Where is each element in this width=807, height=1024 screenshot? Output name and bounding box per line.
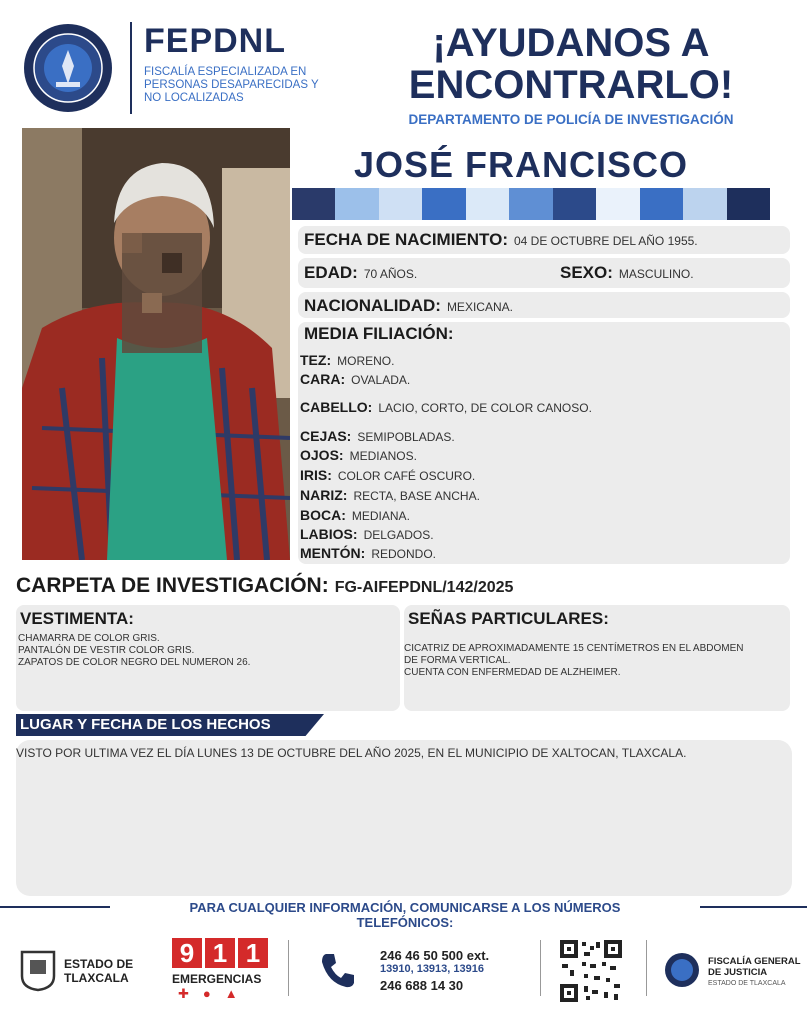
feature-label: TEZ:: [300, 352, 332, 368]
feature-row: [300, 371, 410, 387]
feature-label: OJOS:: [300, 447, 344, 463]
missing-person-photo: [22, 128, 290, 560]
feature-row: [300, 545, 436, 561]
feature-value: MORENO.: [337, 354, 395, 368]
feature-value: REDONDO.: [371, 547, 436, 561]
marks-item: CUENTA CON ENFERMEDAD DE ALZHEIMER.: [404, 667, 621, 678]
feature-value: OVALADA.: [351, 373, 411, 387]
headline-line-1: ¡AYUDANOS A: [432, 21, 710, 65]
feature-row: [300, 507, 410, 523]
separator: [288, 940, 289, 996]
org-acronym: FEPDNL: [144, 22, 286, 60]
fgj-label-line: ESTADO DE TLAXCALA: [708, 980, 786, 987]
feature-label: LABIOS:: [300, 526, 358, 542]
feature-value: DELGADOS.: [363, 528, 434, 542]
feature-value: LACIO, CORTO, DE COLOR CANOSO.: [378, 401, 592, 415]
sex-field: [560, 263, 694, 283]
phone-1: 246 46 50 500 ext.: [380, 948, 490, 963]
case-label: CARPETA DE INVESTIGACIÓN:: [16, 574, 329, 597]
separator: [540, 940, 541, 996]
person-name: JOSÉ FRANCISCO: [354, 144, 689, 185]
info-text: [110, 900, 700, 930]
emergency-911-logo: [172, 938, 268, 1002]
feature-label: MENTÓN:: [300, 545, 366, 561]
marks-list: [404, 643, 744, 679]
state-label-line: ESTADO DE: [64, 957, 134, 971]
events-box: [16, 740, 792, 896]
feature-row: [300, 352, 394, 368]
org-name-line: PERSONAS DESAPARECIDAS Y: [144, 79, 319, 91]
censored-surname: [292, 188, 770, 220]
marks-item: CICATRIZ DE APROXIMADAMENTE 15 CENTÍMETROS EN EL ABDOMEN: [404, 643, 744, 654]
nationality-value: MEXICANA.: [446, 300, 513, 314]
feature-value: MEDIANA.: [351, 509, 410, 523]
department-subtitle: DEPARTAMENTO DE POLICÍA DE INVESTIGACIÓN: [408, 112, 734, 127]
phone-extensions: 13910, 13913, 13916: [380, 963, 484, 975]
feature-value: COLOR CAFÉ OSCURO.: [337, 469, 476, 483]
org-name-line: NO LOCALIZADAS: [144, 92, 244, 104]
fgj-footer-label: [708, 956, 801, 989]
state-label: [64, 957, 133, 985]
org-name: [144, 66, 319, 105]
nationality-field: [304, 296, 513, 316]
age-label: EDAD:: [304, 263, 358, 282]
emergency-icons: ✚●▲: [178, 986, 252, 1001]
filiation-title: MEDIA FILIACIÓN:: [304, 324, 454, 343]
feature-label: CABELLO:: [300, 399, 373, 415]
feature-row: [300, 467, 475, 483]
info-line-2: TELEFÓNICOS:: [356, 915, 454, 930]
clothing-list: [18, 633, 250, 669]
feature-row: [300, 447, 417, 463]
feature-label: IRIS:: [300, 467, 332, 483]
case-number-field: [16, 574, 513, 598]
fgj-label-line: FISCALÍA GENERAL: [708, 956, 801, 967]
age-value: 70 AÑOS.: [363, 267, 418, 281]
events-text: VISTO POR ULTIMA VEZ EL DÍA LUNES 13 DE OCTUBRE DEL AÑO 2025, EN EL MUNICIPIO DE XALTOCAN, TLAXCALA.: [16, 746, 687, 760]
feature-label: NARIZ:: [300, 487, 348, 503]
feature-row: [300, 428, 455, 444]
sex-value: MASCULINO.: [618, 267, 694, 281]
feature-label: BOCA:: [300, 507, 346, 523]
headline: [356, 22, 786, 106]
age-field: [304, 263, 417, 283]
clothing-item: CHAMARRA DE COLOR GRIS.: [18, 633, 160, 644]
nationality-label: NACIONALIDAD:: [304, 296, 441, 315]
sex-label: SEXO:: [560, 263, 613, 282]
clothing-item: PANTALÓN DE VESTIR COLOR GRIS.: [18, 645, 195, 656]
tlaxcala-coat-of-arms: [18, 948, 58, 992]
feature-row: [300, 526, 434, 542]
case-number: FG-AIFEPDNL/142/2025: [334, 579, 514, 596]
marks-item: DE FORMA VERTICAL.: [404, 655, 511, 666]
emergency-label: EMERGENCIAS: [172, 972, 262, 986]
separator: [646, 940, 647, 996]
feature-row: [300, 399, 592, 415]
digit-9: 9: [172, 938, 202, 968]
feature-value: SEMIPOBLADAS.: [357, 430, 455, 444]
info-line-1: PARA CUALQUIER INFORMACIÓN, COMUNICARSE A LOS NÚMEROS: [189, 900, 621, 915]
feature-label: CARA:: [300, 371, 346, 387]
org-name-line: FISCALÍA ESPECIALIZADA EN: [144, 66, 307, 78]
feature-label: CEJAS:: [300, 428, 352, 444]
state-label-line: TLAXCALA: [64, 971, 129, 985]
fgj-label-line: DE JUSTICIA: [708, 967, 768, 978]
phone-numbers: [380, 948, 489, 993]
clothing-title: VESTIMENTA:: [20, 609, 134, 628]
digit-1: 1: [238, 938, 268, 968]
feature-row: [300, 487, 480, 503]
marks-title: SEÑAS PARTICULARES:: [408, 609, 609, 628]
birth-value: 04 DE OCTUBRE DEL AÑO 1955.: [514, 234, 698, 248]
feature-value: RECTA, BASE ANCHA.: [353, 489, 480, 503]
phone-2: 246 688 14 30: [380, 978, 464, 993]
header-divider: [130, 22, 132, 114]
birth-label: FECHA DE NACIMIENTO:: [304, 230, 508, 249]
events-title: LUGAR Y FECHA DE LOS HECHOS: [20, 716, 271, 733]
headline-line-2: ENCONTRARLO!: [408, 63, 734, 107]
clothing-item: ZAPATOS DE COLOR NEGRO DEL NUMERON 26.: [18, 657, 251, 668]
fgj-seal-logo: [22, 22, 114, 114]
phone-icon: [318, 950, 358, 990]
feature-value: MEDIANOS.: [349, 449, 417, 463]
fgj-footer-seal: [664, 952, 700, 988]
birth-field: [304, 230, 698, 250]
qr-code[interactable]: [558, 938, 624, 1004]
digit-1: 1: [205, 938, 235, 968]
